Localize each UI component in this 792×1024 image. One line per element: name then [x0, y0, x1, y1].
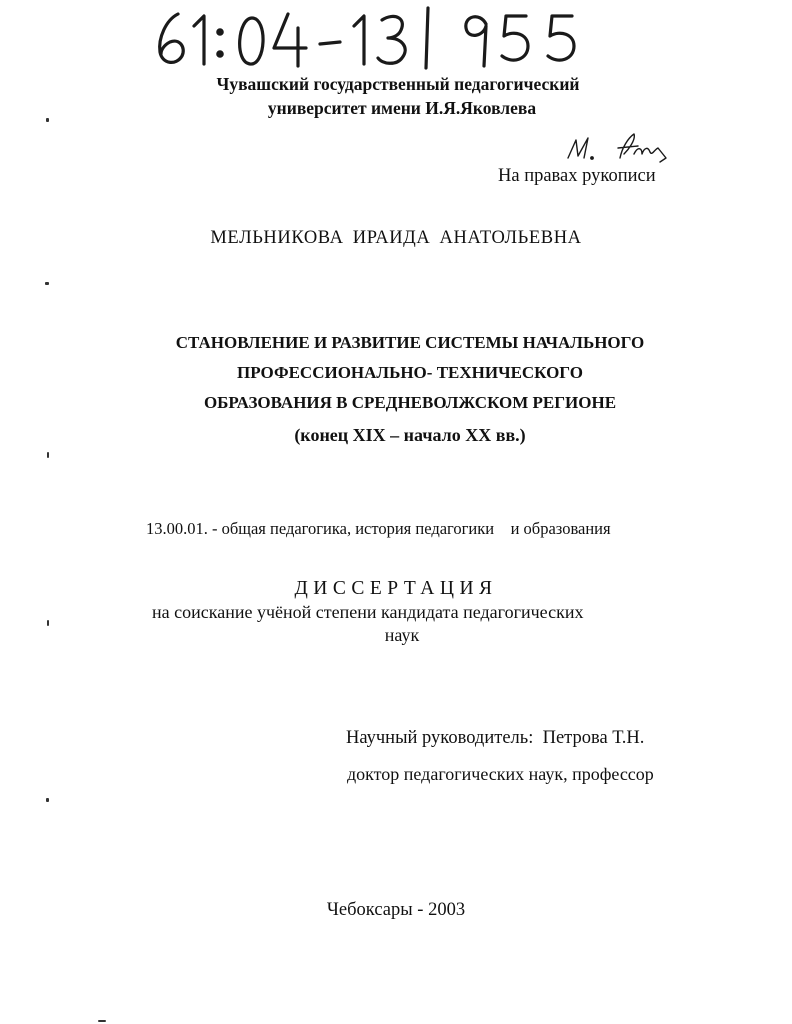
archive-stamp-handwriting: [150, 4, 590, 70]
author-name: МЕЛЬНИКОВА ИРАИДА АНАТОЛЬЕВНА: [210, 228, 582, 248]
dissertation-title-line-2: ПРОФЕССИОНАЛЬНО- ТЕХНИЧЕСКОГО: [237, 363, 583, 382]
degree-subtitle-line-2: наук: [384, 625, 420, 645]
scan-speck: [47, 452, 49, 458]
signature-scribble: [562, 128, 682, 168]
manuscript-rights-note: На правах рукописи: [498, 166, 656, 186]
archive-stamp: [150, 4, 590, 70]
dissertation-title-line-4: (конец XIX – начало XX вв.): [294, 425, 526, 445]
advisor-credentials: доктор педагогических наук, профессор: [347, 764, 654, 784]
dissertation-title-line-1: СТАНОВЛЕНИЕ И РАЗВИТИЕ СИСТЕМЫ НАЧАЛЬНОГО: [175, 333, 645, 352]
university-name-line-2: университет имени И.Я.Яковлева: [267, 98, 537, 118]
scan-speck: [45, 282, 49, 285]
university-name-line-1: Чувашский государственный педагогический: [216, 74, 580, 94]
scientific-advisor: Научный руководитель: Петрова Т.Н.: [346, 728, 645, 748]
scan-speck: [47, 620, 49, 626]
degree-subtitle-line-1: на соискание учёной степени кандидата педагогических: [152, 602, 584, 622]
scan-speck: [46, 798, 49, 802]
handwritten-signature: [562, 128, 682, 168]
dissertation-heading: ДИССЕРТАЦИЯ: [294, 578, 498, 599]
city-and-year: Чебоксары - 2003: [326, 900, 466, 920]
scan-speck: [98, 1020, 106, 1022]
scan-speck: [46, 118, 49, 122]
dissertation-title-line-3: ОБРАЗОВАНИЯ В СРЕДНЕВОЛЖСКОМ РЕГИОНЕ: [203, 393, 617, 412]
specialty-code: 13.00.01. - общая педагогика, история педагогики и образования: [146, 519, 611, 538]
